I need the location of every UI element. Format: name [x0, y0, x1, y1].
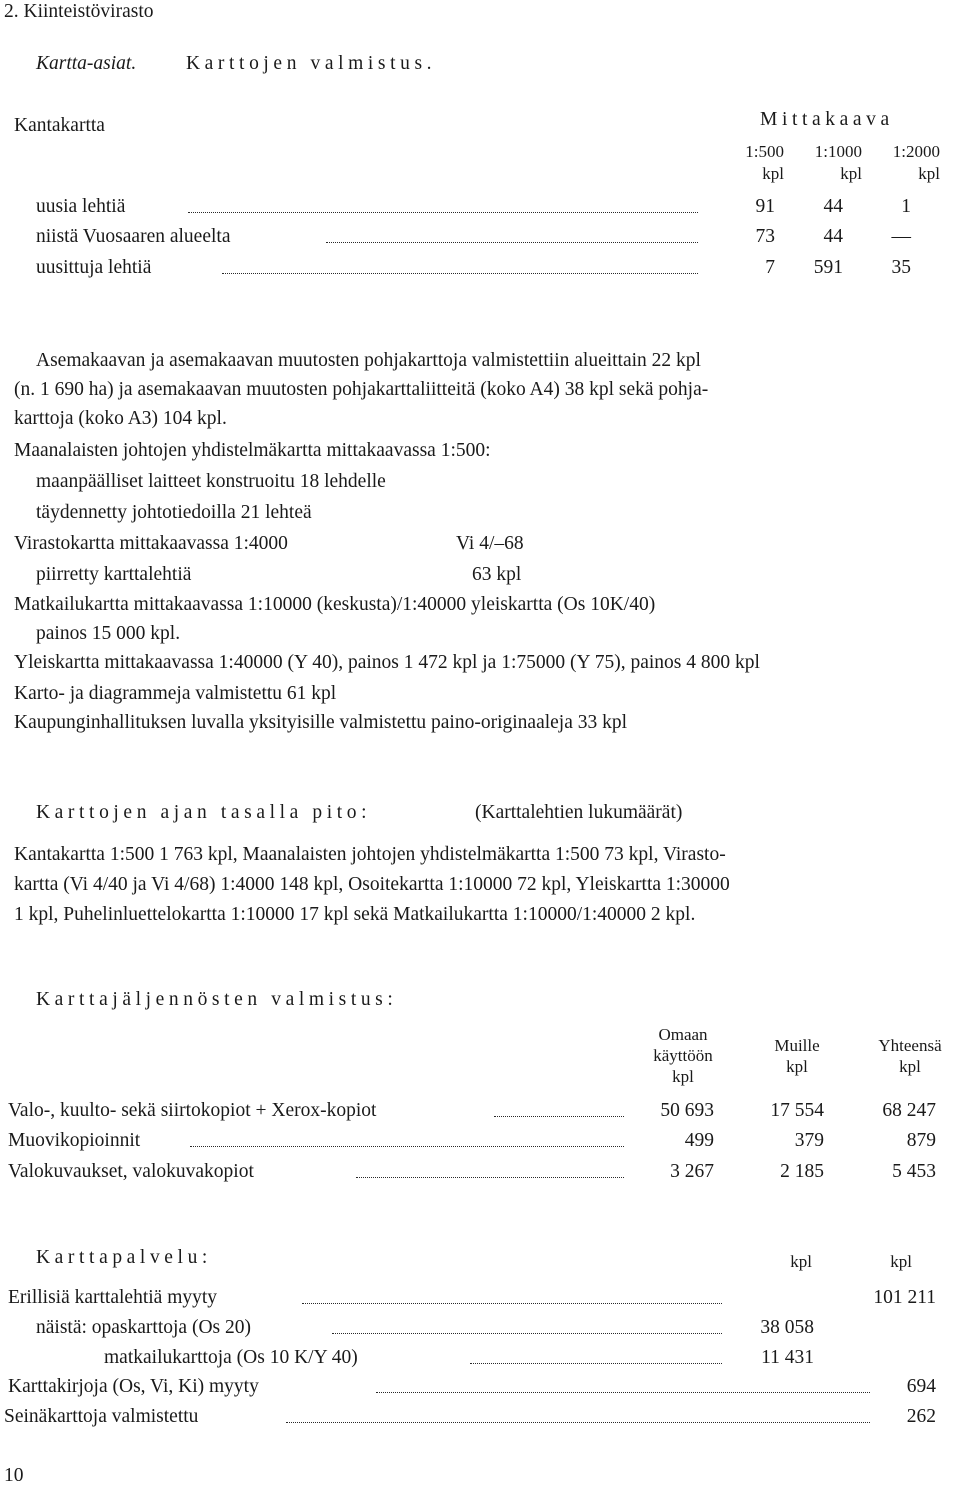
kanta-row-label: niistä Vuosaaren alueelta — [36, 226, 231, 247]
leader-dots — [188, 212, 698, 213]
kanta-value: 91 — [755, 196, 775, 217]
paragraph-line: Matkailukartta mittakaavassa 1:10000 (keskusta)/1:40000 yleiskartta (Os 10K/40) — [14, 594, 656, 615]
jaljennos-value: 879 — [906, 1130, 936, 1151]
jaljennos-heading: Karttajäljennösten valmistus: — [36, 989, 398, 1010]
ajantasalla-subheading: (Karttalehtien lukumäärät) — [475, 802, 683, 823]
palvelu-heading: Karttapalvelu: — [36, 1247, 212, 1268]
scale-col-3: 1:2000 — [892, 142, 940, 161]
palvelu-row-label: näistä: opaskarttoja (Os 20) — [36, 1317, 251, 1338]
jaljennos-value: 68 247 — [882, 1100, 936, 1121]
paragraph-line: Maanalaisten johtojen yhdistelmäkartta mittakaavassa 1:500: — [14, 440, 491, 461]
jaljennos-value: 17 554 — [770, 1100, 824, 1121]
jaljennos-value: 50 693 — [660, 1100, 714, 1121]
palvelu-total: 694 — [906, 1376, 936, 1397]
palvelu-unit-sub: kpl — [790, 1252, 812, 1271]
palvelu-total: 101 211 — [873, 1287, 936, 1308]
paragraph-line: Yleiskartta mittakaavassa 1:40000 (Y 40), painos 1 472 kpl ja 1:75000 (Y 75), painos 4 800 kpl — [14, 652, 760, 673]
palvelu-row-label: Karttakirjoja (Os, Vi, Ki) myyty — [8, 1376, 259, 1397]
jaljennos-row-label: Valo-, kuulto- sekä siirtokopiot + Xerox-kopiot — [8, 1100, 377, 1121]
kantakartta-title: Kantakartta — [14, 115, 105, 136]
col-header-yhteensa: Yhteensä — [878, 1036, 942, 1055]
leader-dots — [494, 1116, 624, 1117]
leader-dots — [376, 1392, 870, 1393]
kanta-value: 73 — [755, 226, 775, 247]
paragraph-line: painos 15 000 kpl. — [36, 623, 181, 644]
kanta-value: 44 — [823, 226, 843, 247]
section-heading: 2. Kiinteistövirasto — [4, 1, 154, 22]
jaljennos-value: 499 — [684, 1130, 714, 1151]
jaljennos-value: 5 453 — [892, 1161, 936, 1182]
jaljennos-value: 3 267 — [670, 1161, 714, 1182]
paragraph-line: karttoja (koko A3) 104 kpl. — [14, 408, 227, 429]
kanta-value: 7 — [765, 257, 775, 278]
paragraph-line: Kaupunginhallituksen luvalla yksityisille valmistettu paino-originaaleja 33 kpl — [14, 712, 628, 733]
unit-col-1: kpl — [762, 164, 784, 183]
palvelu-total: 262 — [906, 1406, 936, 1427]
palvelu-row-label: matkailukarttoja (Os 10 K/Y 40) — [104, 1347, 358, 1368]
palvelu-sub: 38 058 — [760, 1317, 814, 1338]
jaljennos-row-label: Valokuvaukset, valokuvakopiot — [8, 1161, 254, 1182]
kanta-value: 1 — [901, 196, 911, 217]
leader-dots — [222, 273, 698, 274]
scale-col-1: 1:500 — [745, 142, 784, 161]
paragraph-line: 1 kpl, Puhelinluettelokartta 1:10000 17 kpl sekä Matkailukartta 1:10000/1:40000 2 kpl. — [14, 904, 696, 925]
palvelu-unit-total: kpl — [890, 1252, 912, 1271]
page-number: 10 — [4, 1465, 24, 1486]
leader-dots — [302, 1303, 722, 1304]
paragraph-line: Karto- ja diagrammeja valmistettu 61 kpl — [14, 683, 337, 704]
kanta-value: 44 — [823, 196, 843, 217]
scale-col-2: 1:1000 — [814, 142, 862, 161]
scale-header: Mittakaava — [760, 109, 894, 130]
palvelu-sub: 11 431 — [761, 1347, 814, 1368]
paragraph-line: maanpäälliset laitteet konstruoitu 18 lehdelle — [36, 471, 386, 492]
paragraph-line: (n. 1 690 ha) ja asemakaavan muutosten pohjakarttaliitteitä (koko A4) 38 kpl sekä pohja- — [14, 379, 709, 400]
col-header-omaan: Omaan — [658, 1025, 708, 1044]
kanta-value: 591 — [813, 257, 843, 278]
palvelu-row-label: Erillisiä karttalehtiä myyty — [8, 1287, 218, 1308]
leader-dots — [332, 1333, 722, 1334]
unit-col-3: kpl — [918, 164, 940, 183]
virasto-label: Virastokartta mittakaavassa 1:4000 — [14, 533, 288, 554]
leader-dots — [286, 1422, 870, 1423]
col-header-unit: kpl — [672, 1067, 694, 1086]
leader-dots — [326, 242, 698, 243]
paragraph-line: täydennetty johtotiedoilla 21 lehteä — [36, 502, 312, 523]
paragraph-line: Asemakaavan ja asemakaavan muutosten pohjakarttoja valmistettiin alueittain 22 kpl — [36, 350, 701, 371]
leader-dots — [190, 1146, 624, 1147]
kanta-row-label: uusittuja lehtiä — [36, 257, 152, 278]
leader-dots — [356, 1177, 624, 1178]
ajantasalla-heading: Karttojen ajan tasalla pito: — [36, 802, 372, 823]
col-header-unit: kpl — [899, 1057, 921, 1076]
paragraph-line: kartta (Vi 4/40 ja Vi 4/68) 1:4000 148 kpl, Osoitekartta 1:10000 72 kpl, Yleiskartta 1:30000 — [14, 874, 730, 895]
jaljennos-value: 379 — [794, 1130, 824, 1151]
kanta-value-dash: — — [891, 226, 911, 247]
topic-italic: Kartta-asiat. — [36, 53, 137, 74]
col-header-unit: kpl — [786, 1057, 808, 1076]
kanta-value: 35 — [891, 257, 911, 278]
kanta-row-label: uusia lehtiä — [36, 196, 126, 217]
jaljennos-row-label: Muovikopioinnit — [8, 1130, 141, 1151]
jaljennos-value: 2 185 — [780, 1161, 824, 1182]
palvelu-row-label: Seinäkarttoja valmistettu — [4, 1406, 199, 1427]
col-header-muille: Muille — [774, 1036, 820, 1055]
virasto-value: Vi 4/–68 — [456, 533, 524, 554]
paragraph-line: Kantakartta 1:500 1 763 kpl, Maanalaisten johtojen yhdistelmäkartta 1:500 73 kpl, Virasto- — [14, 844, 726, 865]
leader-dots — [470, 1363, 722, 1364]
virasto-sub-value: 63 kpl — [472, 564, 522, 585]
col-header-kayttoon: käyttöön — [653, 1046, 713, 1065]
topic-heading: Karttojen valmistus. — [186, 53, 437, 74]
unit-col-2: kpl — [840, 164, 862, 183]
virasto-sub-label: piirretty karttalehtiä — [36, 564, 192, 585]
